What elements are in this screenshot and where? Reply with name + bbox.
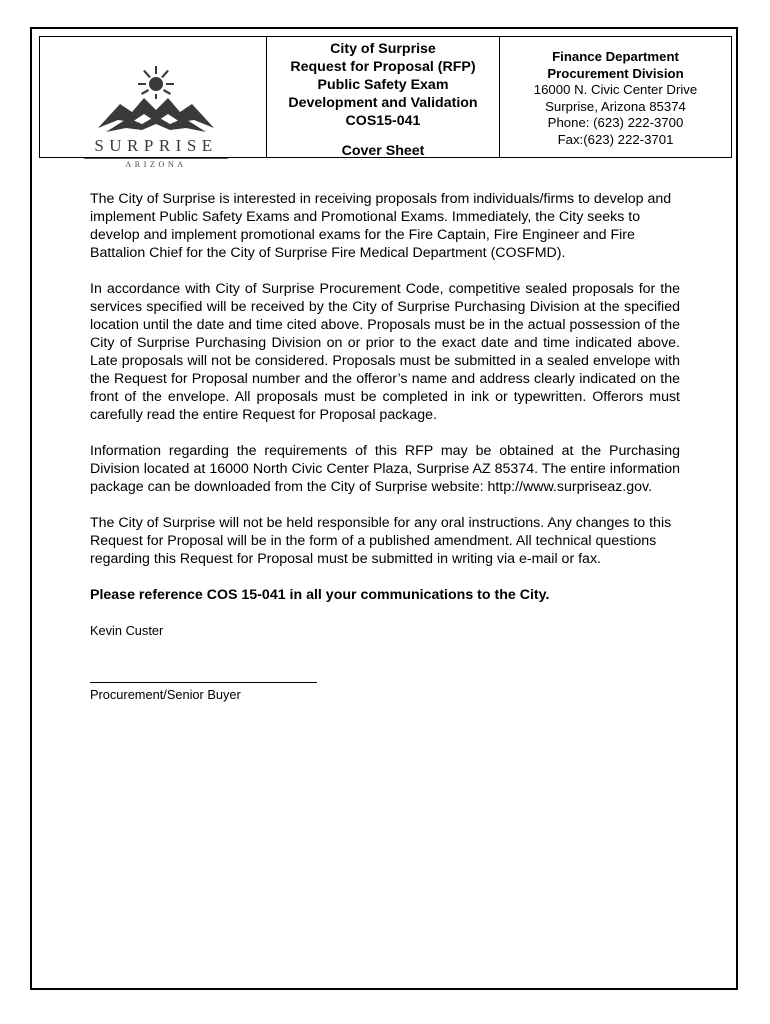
surprise-logo-icon <box>98 62 214 134</box>
logo-state: ARIZONA <box>125 160 187 169</box>
title-line-subject-2: Development and Validation <box>288 95 478 111</box>
logo-divider <box>84 158 228 159</box>
paragraph-procurement: In accordance with City of Surprise Procurement Code, competitive sealed proposals for the services specified will be received by the City of Surprise Purchasing Division at the specified location until the date and time cited above. Proposals must be in the actual possession of the City of Surprise Purchasing Division on or prior to the exact date and time indicated above. Late proposals will not be considered. Proposals must be submitted in a sealed envelope with the Request for Proposal number and the offeror’s name and address clearly indicated on the front of the envelope. All proposals must be completed in ink or typewritten. Offerors must carefully read the entire Request for Proposal package. <box>90 281 680 423</box>
cover-sheet-label: Cover Sheet <box>341 143 425 159</box>
reference-notice: Please reference COS 15-041 in all your communications to the City. <box>90 587 550 603</box>
signature-line <box>90 682 317 683</box>
division-name: Procurement Division <box>547 65 684 81</box>
body-content <box>90 190 680 704</box>
department-city: Surprise, Arizona 85374 <box>545 98 686 114</box>
title-line-city: City of Surprise <box>330 41 436 57</box>
title-cell <box>267 37 500 157</box>
paragraph-information: Information regarding the requirements of this RFP may be obtained at the Purchasing Division located at 16000 North Civic Center Plaza, Surprise AZ 85374. The entire information package can be downloaded from the City of Surprise website: http://www.surpriseaz.gov. <box>90 443 680 495</box>
logo-cell <box>40 37 267 169</box>
paragraph-intro: The City of Surprise is interested in receiving proposals from individuals/firms to develop and implement Public Safety Exams and Promotional Exams. Immediately, the City seeks to develop and implement promotional exams for the Fire Captain, Fire Engineer and Fire Battalion Chief for the City of Surprise Fire Medical Department (COSFMD). <box>90 191 672 261</box>
title-line-rfp: Request for Proposal (RFP) <box>290 59 476 75</box>
department-fax: Fax:(623) 222-3701 <box>557 131 674 147</box>
department-phone: Phone: (623) 222-3700 <box>547 115 684 130</box>
signer-title: Procurement/Senior Buyer <box>90 687 241 702</box>
header-table <box>39 36 732 169</box>
title-line-number: COS15-041 <box>345 113 421 129</box>
paragraph-responsibility: The City of Surprise will not be held responsible for any oral instructions. Any changes to this Request for Proposal will be in the form of a published amendment. All technical questions regarding this Request for Proposal must be submitted in writing via e-mail or fax. <box>90 515 672 567</box>
signer-name: Kevin Custer <box>90 623 164 638</box>
logo-wordmark: SURPRISE <box>94 136 218 155</box>
department-cell <box>500 37 731 157</box>
title-line-subject: Public Safety Exam <box>317 77 449 93</box>
department-name: Finance Department <box>552 49 679 64</box>
department-address: 16000 N. Civic Center Drive <box>533 82 698 97</box>
